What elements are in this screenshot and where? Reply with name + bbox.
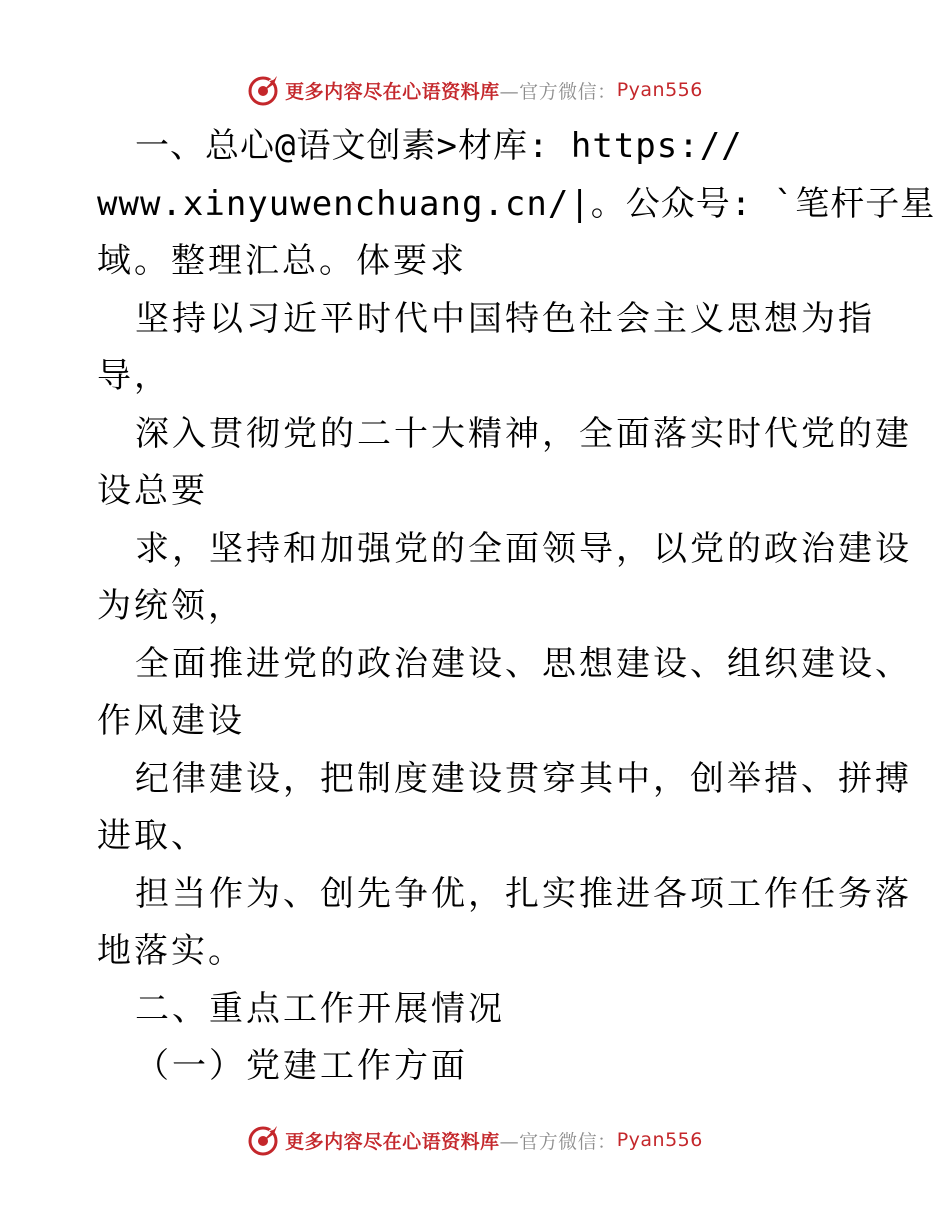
watermark-brand: Pyan556 xyxy=(616,1129,703,1151)
body-line: www.xinyuwenchuang.cn/|。公众号: `笔杆子星 xyxy=(97,183,936,224)
body-line: 深入贯彻党的二十大精神，全面落实时代党的建 xyxy=(135,413,912,454)
body-line: 全面推进党的政治建设、思想建设、组织建设、 xyxy=(135,643,912,684)
watermark-header xyxy=(0,70,950,110)
quill-logo-icon xyxy=(247,73,281,107)
watermark-label: —官方微信： xyxy=(499,1130,617,1153)
subsection-heading: （一）党建工作方面 xyxy=(135,1046,468,1086)
body-line: 进取、 xyxy=(97,816,208,856)
body-line: 坚持以习近平时代中国特色社会主义思想为指 xyxy=(135,298,875,339)
body-line: 作风建设 xyxy=(97,701,245,741)
body-line: 为统领， xyxy=(97,586,245,626)
body-line: 设总要 xyxy=(97,471,208,511)
watermark-footer xyxy=(0,1120,950,1160)
section-heading: 二、重点工作开展情况 xyxy=(135,988,505,1029)
body-line: 纪律建设，把制度建设贯穿其中，创举措、拼搏 xyxy=(135,758,912,799)
body-line: 一、总心@语文创素>材库: https:// xyxy=(135,126,743,166)
body-line: 求，坚持和加强党的全面领导，以党的政治建设 xyxy=(135,528,912,569)
watermark-brand: Pyan556 xyxy=(616,79,703,101)
body-line: 地落实。 xyxy=(97,931,245,971)
watermark-text: 更多内容尽在心语资料库 xyxy=(285,1130,500,1153)
body-line: 导， xyxy=(97,356,171,396)
document-body xyxy=(97,118,936,1096)
body-line: 域。整理汇总。体要求 xyxy=(97,241,467,281)
watermark-label: —官方微信： xyxy=(499,80,617,103)
body-line: 担当作为、创先争优，扎实推进各项工作任务落 xyxy=(135,873,912,914)
quill-logo-icon xyxy=(247,1123,281,1157)
watermark-text: 更多内容尽在心语资料库 xyxy=(285,80,500,103)
